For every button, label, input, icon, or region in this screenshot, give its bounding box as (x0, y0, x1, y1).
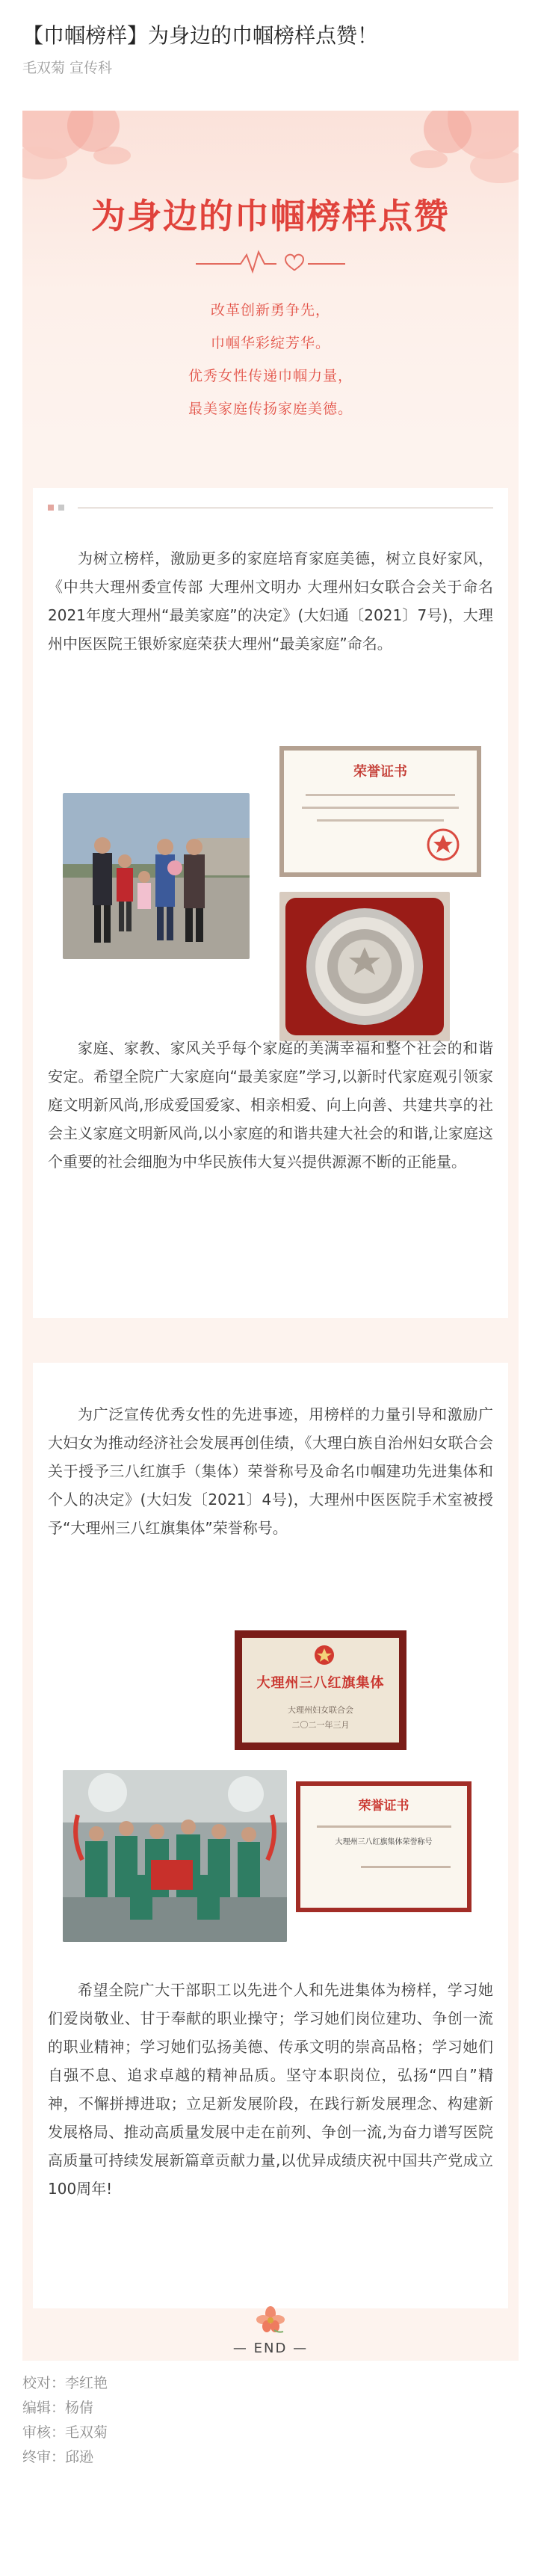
slogan-line: 改革创新勇争先， (210, 302, 330, 318)
section-card-collective (33, 1363, 508, 2308)
certificate-text-line (306, 794, 455, 796)
emblem-icon (313, 1644, 336, 1666)
family-medal-plaque-image (279, 892, 450, 1041)
slogan-line: 最美家庭传扬家庭美德。 (188, 401, 353, 417)
collective-honor-certificate-image (296, 1781, 471, 1912)
section-card-family (33, 488, 508, 1318)
plaque-title: 大理州三八红旗集体 (256, 1675, 385, 1691)
credit-final-review: 终审：邱逊 (22, 2449, 94, 2465)
certificate-title: 荣誉证书 (358, 1799, 409, 1814)
paragraph-family-award: 为树立榜样，激励更多的家庭培育家庭美德，树立良好家风，《中共大理州委宣传部 大理州文明办 大理州妇女联合会关于命名2021年度大理州“最美家庭”的决定》(大妇通〔2021〕7号)，大理州中医医院王银娇家庭荣获大理州“最美家庭”命名。 (48, 549, 493, 653)
honor-certificate-image (279, 746, 481, 877)
slogans (22, 294, 519, 425)
certificate-title: 荣誉证书 (353, 764, 407, 780)
certificate-text: 大理州三八红旗集体荣誉称号 (335, 1838, 433, 1846)
article-body (22, 111, 519, 2361)
credits (22, 2371, 108, 2470)
certificate-text-line (317, 1825, 451, 1828)
red-seal-icon (426, 828, 460, 862)
slogan-line: 优秀女性传递巾帼力量， (188, 368, 353, 384)
article-title: 【巾帼榜样】为身边的巾帼榜样点赞！ (22, 23, 379, 48)
paragraph-call-to-action: 希望全院广大干部职工以先进个人和先进集体为榜样，学习她们爱岗敬业、甘于奉献的职业操守；学习她们岗位建功、争创一流的职业精神；学习她们弘扬美德、传承文明的崇高品格；学习她们自强不息、追求卓越的精神品质。坚守本职岗位，弘扬“四自”精神，不懈拼搏进取；立足新发展阶段，在践行新发展理念、构建新发展格局、推动高质量发展中走在前列、争创一流,为奋力谱写医院高质量可持续发展新篇章贡献力量,以优异成绩庆祝中国共产党成立100周年! (48, 1981, 493, 2198)
banner-title: 为身边的巾帼榜样点赞 (91, 196, 450, 236)
article-end (22, 2308, 519, 2361)
divider-square-icon (58, 505, 64, 511)
article-header (22, 21, 516, 77)
plaque-org: 大理州妇女联合会 (288, 1705, 353, 1715)
credit-proofread: 校对：李红艳 (22, 2375, 108, 2391)
paragraph-family-values: 家庭、家教、家风关乎每个家庭的美满幸福和整个社会的和谐安定。希望全院广大家庭向“最美家庭”学习,以新时代家庭观引领家庭文明新风尚,形成爱国爱家、相亲相爱、向上向善、共建共享的社会主义家庭文明新风尚,以小家庭的和谐共建大社会的和谐,让家庭这个重要的社会细胞为中华民族伟大复兴提供源源不断的正能量。 (48, 1039, 493, 1171)
credit-editor: 编辑：杨倩 (22, 2400, 94, 2416)
paragraph-collective-award: 为广泛宣传优秀女性的先进事迹，用榜样的力量引导和激励广大妇女为推动经济社会发展再创佳绩，《大理白族自治州妇女联合会关于授予三八红旗手（集体）荣誉称号及命名巾帼建功先进集体和个人的决定》(大妇发〔2021〕4号)，大理州中医医院手术室被授予“大理州三八红旗集体”荣誉称号。 (48, 1405, 493, 1537)
heartbeat-heart-icon (196, 247, 345, 277)
red-flag-collective-plaque-image (235, 1630, 406, 1750)
banner (22, 111, 519, 443)
credit-reviewer: 审核：毛双菊 (22, 2424, 108, 2441)
plaque-date: 二〇二一年三月 (291, 1720, 350, 1730)
flower-icon (255, 2305, 286, 2335)
slogan-line: 巾帼华彩绽芳华。 (210, 335, 330, 351)
certificate-text-line (361, 1866, 451, 1868)
certificate-text-line (317, 819, 444, 822)
article-author[interactable]: 毛双菊 宣传科 (22, 60, 113, 76)
section-divider (48, 503, 493, 514)
family-photo (63, 793, 250, 959)
petals-decoration-right (369, 111, 519, 200)
surgery-team-photo (63, 1770, 287, 1942)
petals-decoration-left (22, 111, 172, 200)
certificate-text-line (302, 807, 459, 809)
divider-square-icon (48, 505, 54, 511)
end-marker: — END — (232, 2341, 309, 2356)
